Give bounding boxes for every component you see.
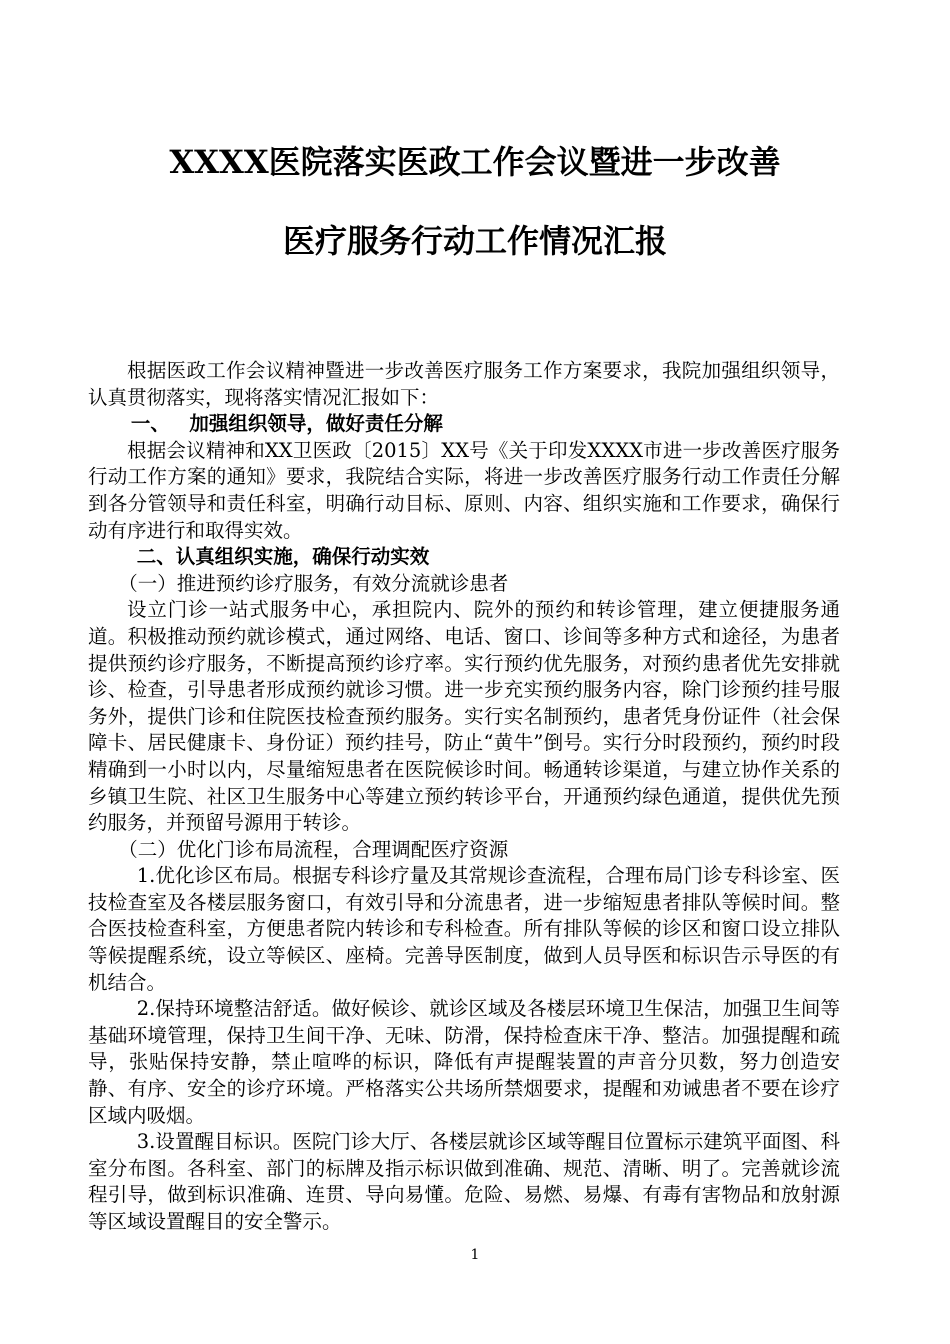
document-title-line1: XXXX医院落实医政工作会议暨进一步改善 (169, 143, 781, 181)
document-title-line2: 医疗服务行动工作情况汇报 (282, 222, 667, 260)
section1-paragraph: 根据会议精神和XX卫医政〔2015〕XX号《关于印发XXXX市进一步改善医疗服务行动工作方案的通知》要求，我院结合实际，将进一步改善医疗服务行动工作责任分解到各分管领导和责任科室，明确行动目标、原则、内容、组织实施和工作要求，确保行动有序进行和取得实效。 (88, 438, 840, 542)
section2-heading: 二、认真组织实施，确保行动实效 (136, 545, 430, 569)
list-item-3: 3.设置醒目标识。医院门诊大厅、各楼层就诊区域等醒目位置标示建筑平面图、科室分布图。各科室、部门的标牌及指示标识做到准确、规范、清晰、明了。完善就诊流程引导，做到标识准确、连贯、导向易懂。危险、易燃、易爆、有毒有害物品和放射源等区域设置醒目的安全警示。 (88, 1130, 840, 1233)
document-body (88, 358, 840, 1236)
intro-paragraph: 根据医政工作会议精神暨进一步改善医疗服务工作方案要求，我院加强组织领导，认真贯彻落实，现将落实情况汇报如下： (88, 359, 840, 409)
list-item-2: 2.保持环境整洁舒适。做好候诊、就诊区域及各楼层环境卫生保洁，加强卫生间等基础环境管理，保持卫生间干净、无味、防滑，保持检查床干净、整洁。加强提醒和疏导，张贴保持安静，禁止喧哗的标识，降低有声提醒装置的声音分贝数，努力创造安静、有序、安全的诊疗环境。严格落实公共场所禁烟要求，提醒和劝诫患者不要在诊疗区域内吸烟。 (88, 997, 840, 1127)
section1-number: 一、 (130, 412, 170, 436)
list-item-1: 1.优化诊区布局。根据专科诊疗量及其常规诊查流程，合理布局门诊专科诊室、医技检查室及各楼层服务窗口，有效引导和分流患者，进一步缩短患者排队等候时间。整合医技检查科室，方便患者院内转诊和专科检查。所有排队等候的诊区和窗口设立排队等候提醒系统，设立等候区、座椅。完善导医制度，做到人员导医和标识告示导医的有机结合。 (88, 864, 840, 994)
subsection2-heading: （二）优化门诊布局流程，合理调配医疗资源 (118, 837, 509, 861)
page-number: 1 (470, 1247, 480, 1263)
section1-heading-text: 加强组织领导，做好责任分解 (189, 412, 443, 436)
section1-heading (88, 411, 840, 438)
subsection1-paragraph: 设立门诊一站式服务中心，承担院内、院外的预约和转诊管理，建立便捷服务通道。积极推动预约就诊模式，通过网络、电话、窗口、诊间等多种方式和途径，为患者提供预约诊疗服务，不断提高预约诊疗率。实行预约优先服务，对预约患者优先安排就诊、检查，引导患者形成预约就诊习惯。进一步充实预约服务内容，除门诊预约挂号服务外，提供门诊和住院医技检查预约服务。实行实名制预约，患者凭身份证件（社会保障卡、居民健康卡、身份证）预约挂号，防止“黄牛”倒号。实行分时段预约，预约时段精确到一小时以内，尽量缩短患者在医院候诊时间。畅通转诊渠道，与建立协作关系的乡镇卫生院、社区卫生服务中心等建立预约转诊平台，开通预约绿色通道，提供优先预约服务，并预留号源用于转诊。 (88, 598, 840, 835)
subsection1-heading: （一）推进预约诊疗服务，有效分流就诊患者 (118, 571, 509, 595)
